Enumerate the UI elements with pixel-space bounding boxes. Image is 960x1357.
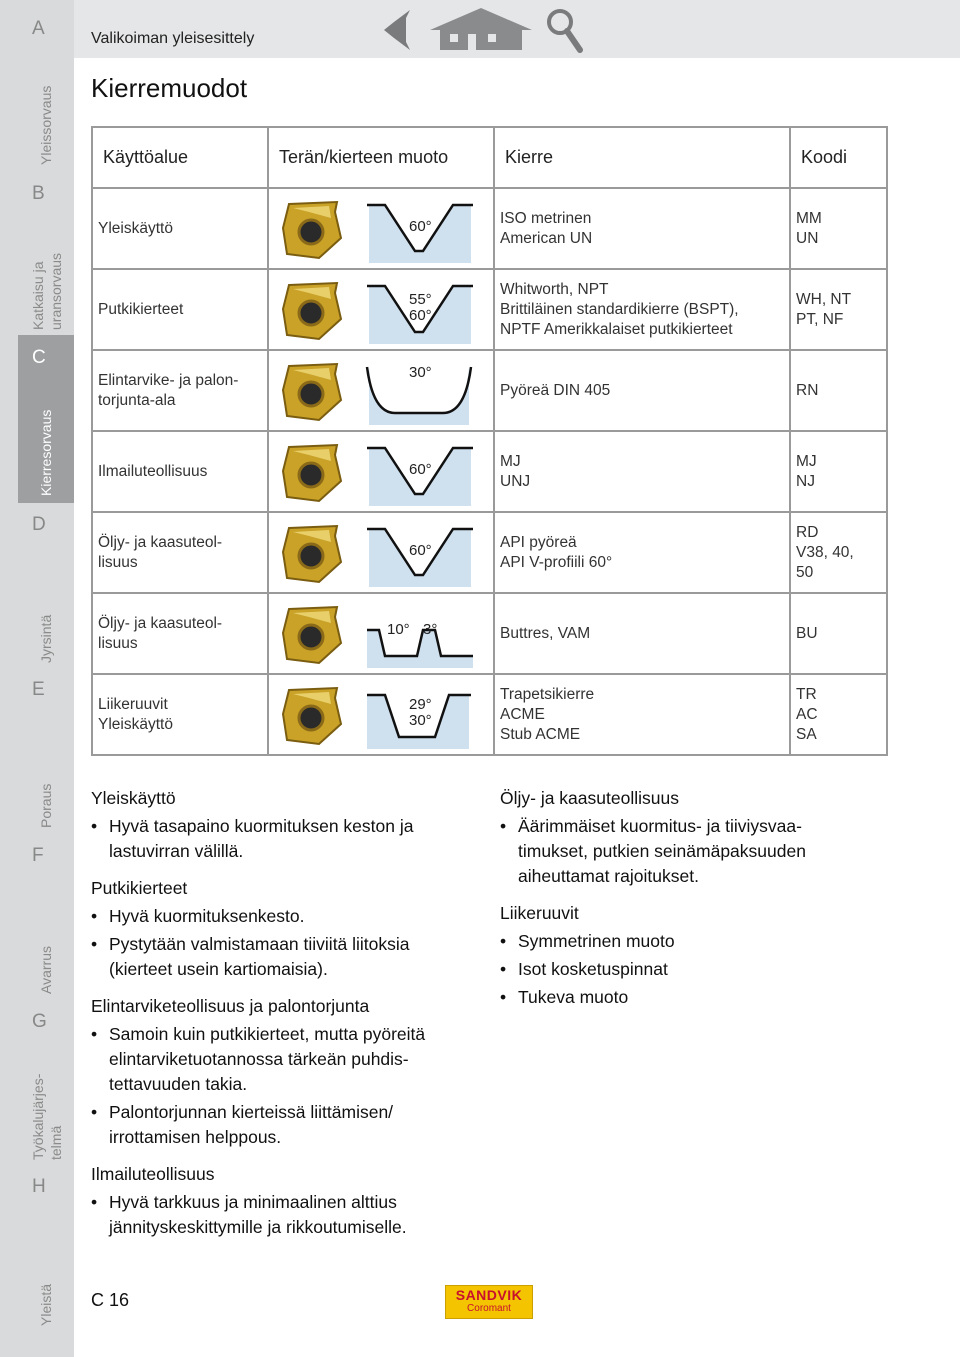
cell-application-area: Putkikierteet — [92, 269, 268, 350]
bullet-item — [91, 1022, 491, 1097]
profile-wrapper — [269, 270, 493, 349]
cell-insert-profile — [268, 512, 494, 593]
bullet-item — [500, 929, 880, 954]
bullet-text: Isot kosketuspinnat — [518, 959, 668, 979]
bullet-dot: • — [500, 816, 507, 836]
profile-wrapper — [269, 594, 493, 673]
section-title: Elintarviketeollisuus ja palontorjunta — [91, 996, 370, 1016]
side-letter-c[interactable]: C — [32, 347, 46, 368]
cell-code: MM UN — [790, 188, 887, 269]
angle-label: 3° — [423, 621, 438, 638]
cell-thread-type: Pyöreä DIN 405 — [494, 350, 790, 431]
cell-insert-profile — [268, 350, 494, 431]
side-label-tyokalu-2[interactable]: telmä — [48, 1125, 64, 1160]
sandvik-coromant-logo — [445, 1285, 533, 1319]
bullet-item — [91, 1190, 491, 1240]
cell-thread-type: API pyöreä API V-profiili 60° — [494, 512, 790, 593]
cell-insert-profile — [268, 593, 494, 674]
side-letter-d[interactable]: D — [32, 514, 46, 535]
column-header: Koodi — [790, 127, 887, 188]
notes-right-column — [500, 786, 880, 1010]
angle-label: 60° — [409, 307, 432, 324]
bullet-item — [500, 985, 880, 1010]
bullet-item — [91, 1100, 491, 1150]
insert-icon — [279, 684, 343, 748]
bullet-text: Hyvä tasapaino kuormituksen keston ja lastuvirran välillä. — [109, 816, 414, 861]
notes-left-column — [91, 786, 491, 1240]
side-letter-e[interactable]: E — [32, 679, 45, 700]
table-row — [92, 431, 887, 512]
bullet-dot: • — [91, 1102, 98, 1122]
bullet-item — [91, 932, 491, 982]
side-letter-b[interactable]: B — [32, 183, 45, 204]
bullet-text: Tukeva muoto — [518, 987, 629, 1007]
angle-label: 60° — [409, 218, 432, 235]
cell-code: WH, NT PT, NF — [790, 269, 887, 350]
cell-insert-profile — [268, 431, 494, 512]
cell-application-area: Liikeruuvit Yleiskäyttö — [92, 674, 268, 755]
angle-label: 55° — [409, 291, 432, 308]
cell-thread-type: MJ UNJ — [494, 431, 790, 512]
table-header-row — [92, 127, 887, 188]
cell-code: BU — [790, 593, 887, 674]
bullet-dot: • — [500, 987, 507, 1007]
bullet-text: Hyvä kuormituksenkesto. — [109, 906, 305, 926]
column-header: Kierre — [494, 127, 790, 188]
profile-wrapper — [269, 351, 493, 430]
cell-thread-type: Buttres, VAM — [494, 593, 790, 674]
back-arrow-icon[interactable] — [380, 6, 414, 54]
side-label-tyokalu-1[interactable]: Työkalujärjes- — [30, 1073, 46, 1160]
cell-thread-type: ISO metrinen American UN — [494, 188, 790, 269]
cell-insert-profile — [268, 188, 494, 269]
column-header: Terän/kierteen muoto — [268, 127, 494, 188]
bullet-text: Palontorjunnan kierteissä liittämisen/ irrottamisen helppous. — [109, 1102, 394, 1147]
section-title: Öljy- ja kaasuteollisuus — [500, 788, 679, 808]
section-title: Ilmailuteollisuus — [91, 1164, 215, 1184]
angle-label: 10° — [387, 621, 410, 638]
home-icon[interactable] — [428, 6, 534, 52]
cell-insert-profile — [268, 674, 494, 755]
side-label-kierresorvaus[interactable]: Kierresorvaus — [38, 409, 54, 496]
cell-application-area: Elintarvike- ja palon- torjunta-ala — [92, 350, 268, 431]
side-letter-a[interactable]: A — [32, 18, 45, 39]
logo-top-text: SANDVIK — [455, 1287, 523, 1303]
side-label-yleista[interactable]: Yleistä — [38, 1283, 54, 1326]
side-label-katkaisu-2[interactable]: uransorvaus — [48, 252, 64, 330]
side-label-poraus[interactable]: Poraus — [38, 783, 54, 828]
insert-icon — [279, 360, 343, 424]
bullet-dot: • — [91, 906, 98, 926]
table-row — [92, 269, 887, 350]
section-title: Liikeruuvit — [500, 903, 579, 923]
profile-wrapper — [269, 675, 493, 754]
profile-wrapper — [269, 432, 493, 511]
bullet-dot: • — [91, 816, 98, 836]
bullet-item — [500, 957, 880, 982]
side-letter-f[interactable]: F — [32, 845, 44, 866]
bullet-text: Äärimmäiset kuormitus- ja tiiviysvaa- timukset, putkien seinämäpaksuuden aiheuttamat rajoitukset. — [518, 816, 806, 886]
table-row — [92, 512, 887, 593]
cell-code: TR AC SA — [790, 674, 887, 755]
section-title: Putkikierteet — [91, 878, 188, 898]
bullet-dot: • — [91, 934, 98, 954]
profile-wrapper — [269, 513, 493, 592]
side-label-jyrsinta[interactable]: Jyrsintä — [38, 614, 54, 663]
bullet-dot: • — [500, 959, 507, 979]
side-letter-h[interactable]: H — [32, 1176, 46, 1197]
side-label-katkaisu-1[interactable]: Katkaisu ja — [30, 261, 46, 330]
side-label-avarrus[interactable]: Avarrus — [38, 946, 54, 994]
section-title: Yleiskäyttö — [91, 788, 176, 808]
bullet-text: Symmetrinen muoto — [518, 931, 675, 951]
cell-insert-profile — [268, 269, 494, 350]
bullet-item — [91, 814, 491, 864]
bullet-text: Samoin kuin putkikierteet, mutta pyöreitä elintarviketuotannossa tärkeän puhdis- tettavuuden takia. — [109, 1024, 426, 1094]
table-row — [92, 593, 887, 674]
cell-thread-type: Whitworth, NPT Brittiläinen standardikierre (BSPT), NPTF Amerikkalaiset putkikierteet — [494, 269, 790, 350]
page-number: C 16 — [91, 1290, 130, 1310]
insert-icon — [279, 198, 343, 262]
bullet-text: Pystytään valmistamaan tiiviitä liitoksia (kierteet usein kartiomaisia). — [109, 934, 410, 979]
angle-label: 60° — [409, 542, 432, 559]
cell-code: RN — [790, 350, 887, 431]
angle-label: 60° — [409, 461, 432, 478]
cell-application-area: Öljy- ja kaasuteol- lisuus — [92, 593, 268, 674]
page-title: Kierremuodot — [91, 73, 248, 103]
insert-icon — [279, 522, 343, 586]
side-label-yleissorvaus[interactable]: Yleissorvaus — [38, 85, 54, 165]
angle-label: 29° — [409, 696, 432, 713]
search-icon[interactable] — [544, 6, 584, 54]
bullet-text: Hyvä tarkkuus ja minimaalinen alttius jännityskeskittymille ja rikkoutumiselle. — [109, 1192, 407, 1237]
cell-code: MJ NJ — [790, 431, 887, 512]
angle-label: 30° — [409, 712, 432, 729]
angle-label: 30° — [409, 364, 432, 381]
bullet-item — [500, 814, 880, 889]
bullet-dot: • — [500, 931, 507, 951]
breadcrumb: Valikoiman yleisesittely — [91, 30, 255, 47]
bullet-dot: • — [91, 1024, 98, 1044]
thread-forms-table — [91, 126, 886, 756]
cell-application-area: Yleiskäyttö — [92, 188, 268, 269]
side-letter-g[interactable]: G — [32, 1011, 47, 1032]
bullet-item — [91, 904, 491, 929]
logo-bottom-text: Coromant — [467, 1303, 511, 1314]
profile-wrapper — [269, 189, 493, 268]
cell-application-area: Öljy- ja kaasuteol- lisuus — [92, 512, 268, 593]
cell-thread-type: Trapetsikierre ACME Stub ACME — [494, 674, 790, 755]
column-header: Käyttöalue — [92, 127, 268, 188]
table-row — [92, 350, 887, 431]
table-row — [92, 188, 887, 269]
insert-icon — [279, 279, 343, 343]
cell-code: RD V38, 40, 50 — [790, 512, 887, 593]
insert-icon — [279, 603, 343, 667]
table-row — [92, 674, 887, 755]
cell-application-area: Ilmailuteollisuus — [92, 431, 268, 512]
insert-icon — [279, 441, 343, 505]
bullet-dot: • — [91, 1192, 98, 1212]
